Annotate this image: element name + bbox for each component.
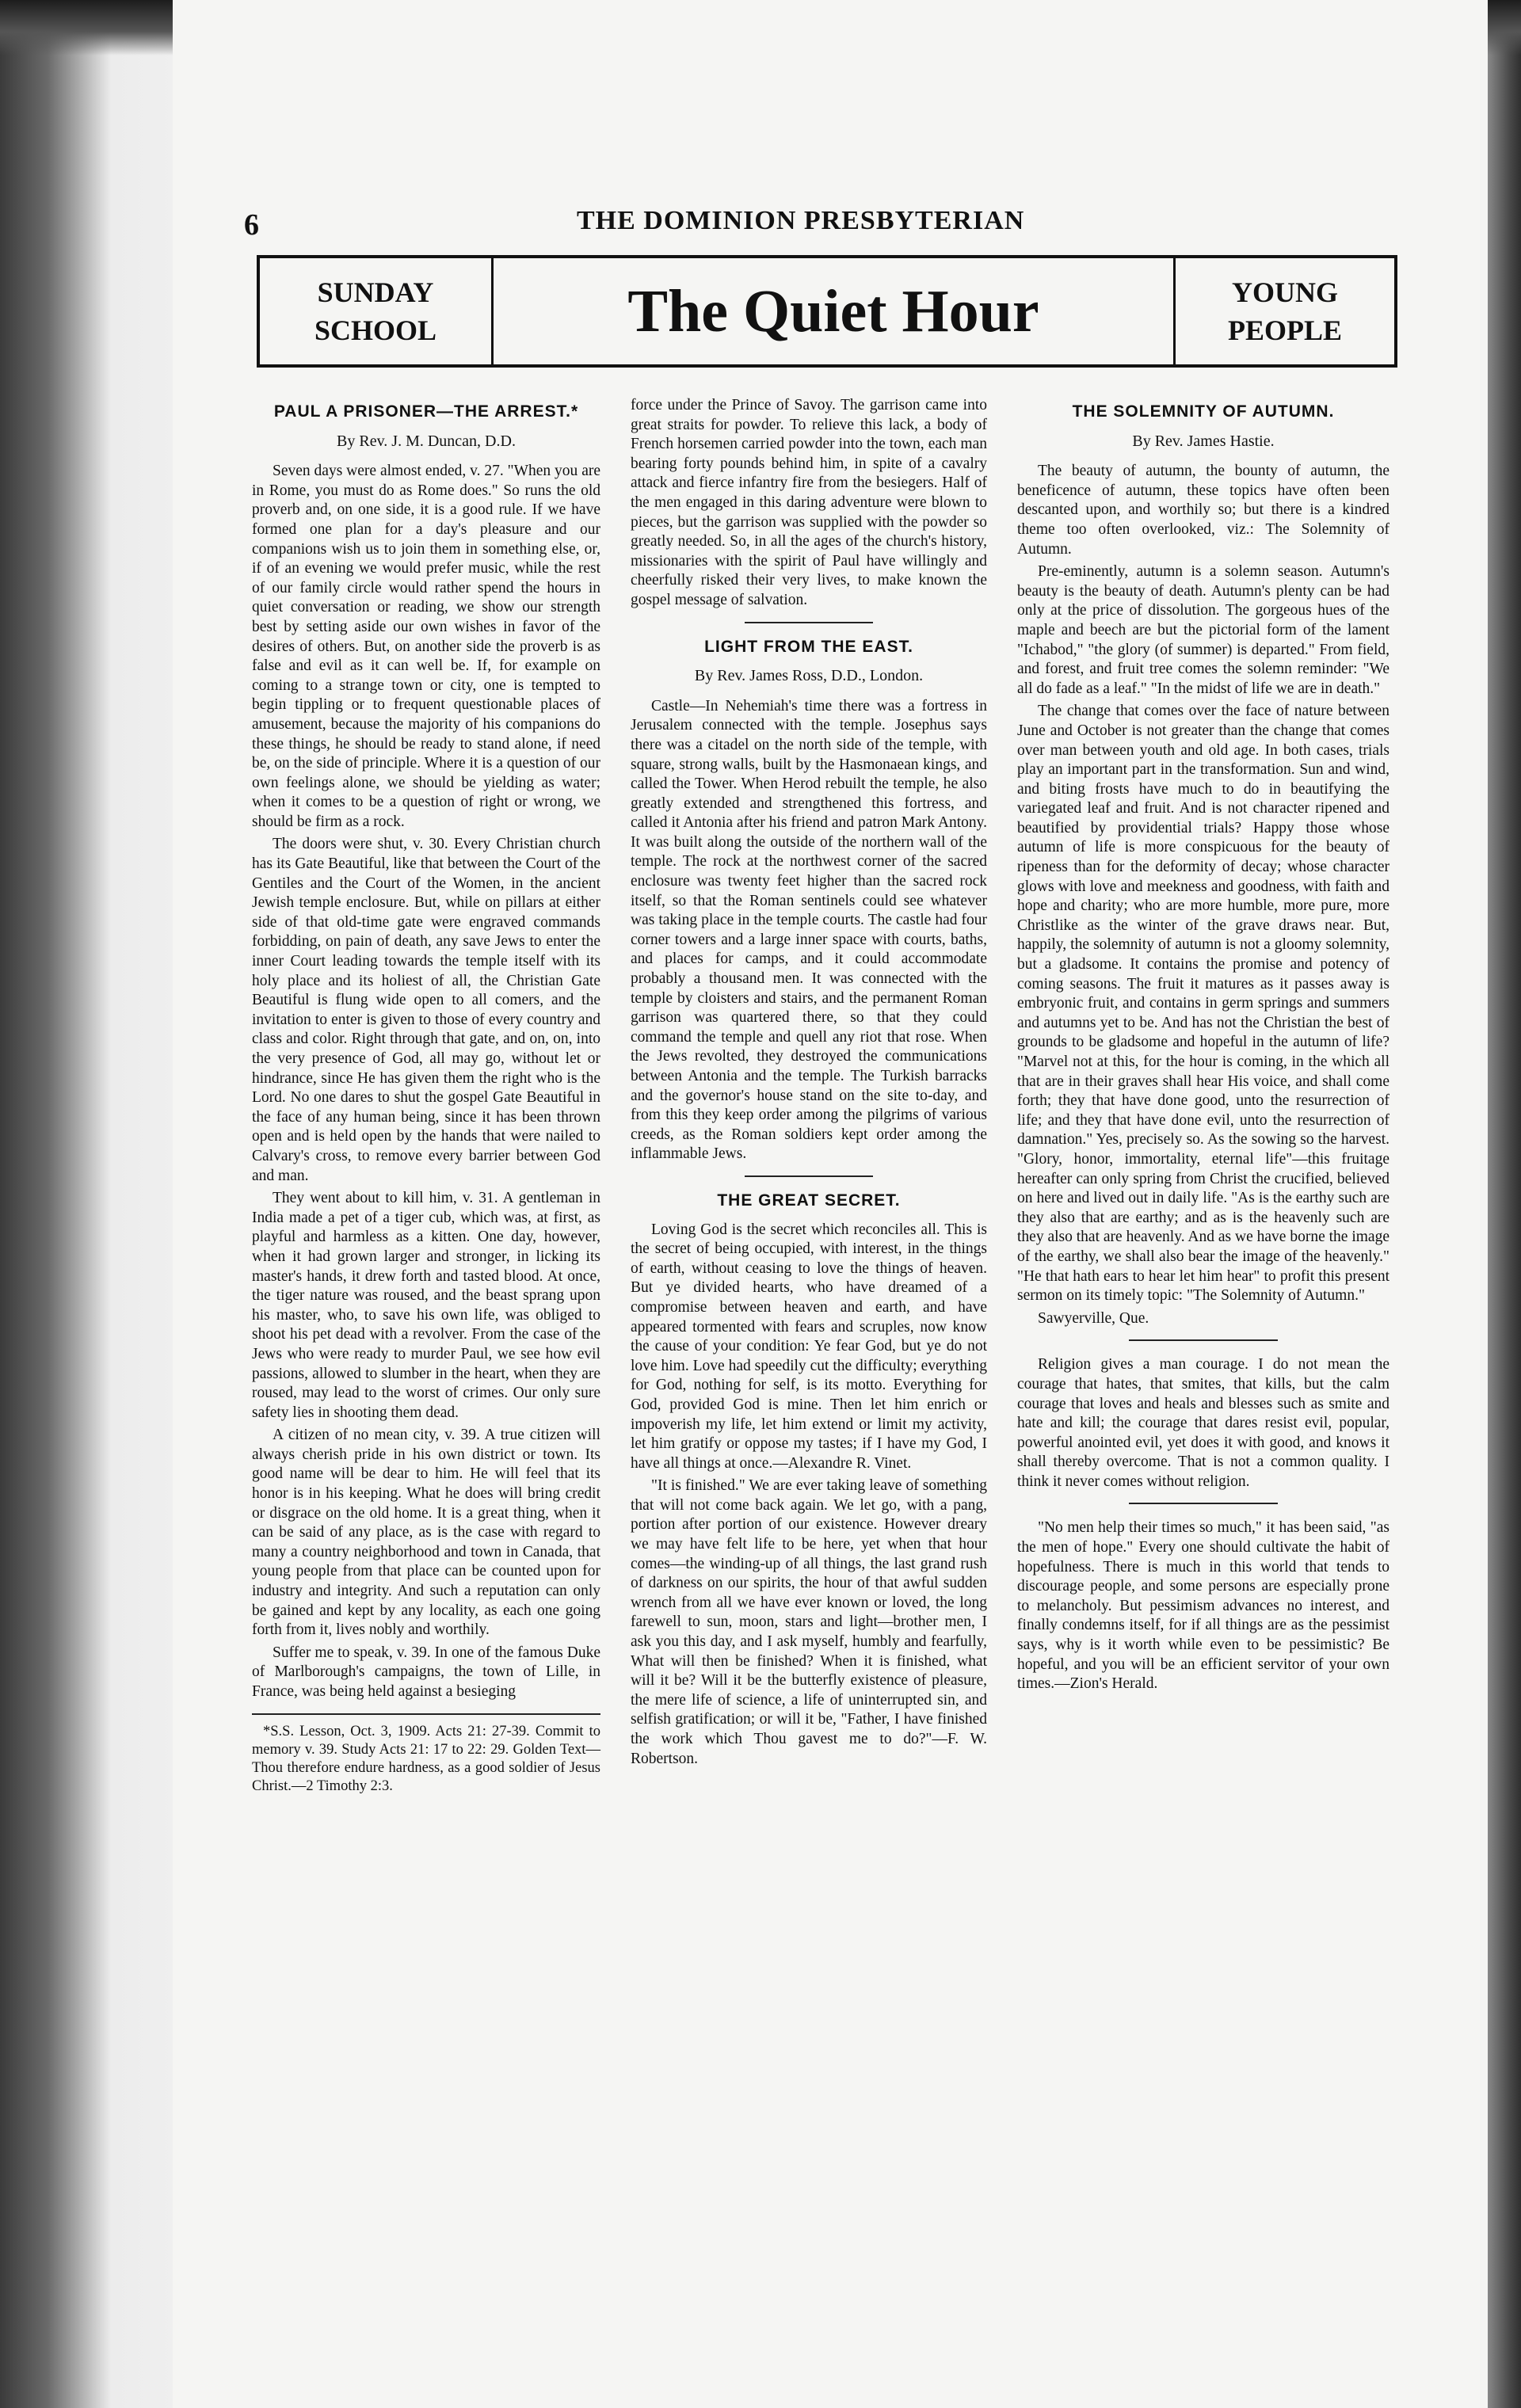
article-paragraph: Castle—In Nehemiah's time there was a fortress in Jerusalem connected with the temple. Josephus says there was a citadel on the north side of the temple, with square, strong walls, built by the Hasmonaean kings, and called the Tower. When Herod rebuilt the temple, he also greatly extended and strengthened this fortress, and called it Antonia after his friend and patron Mark Antony. It was built along the outside of the northern wall of the temple. The rock at the northwest corner of the sacred enclosure was twenty feet higher than the sacred rock itself, so that the Roman sentinels could see whatever was taking place in the temple courts. The castle had four corner towers and a large inner space with courts, baths, and places for camps, and it could accommodate probably a thousand men. It was connected with the temple by cloisters and stairs, and the permanent Roman garrison was quartered there, so that they could command the temple and quell any riot that rose. When the Jews revolted, they destroyed the communications between Antonia and the temple. The Turkish barracks and the governor's house stand on the site to-day, and from this they keep order among the pilgrims of various creeds, as the Roman soldiers kept order among the inflammable Jews. — [631, 697, 987, 1163]
column-divider — [1129, 1339, 1278, 1341]
article-paragraph: Suffer me to speak, v. 39. In one of the famous Duke of Marlborough's campaigns, the town of Lille, in France, was being held against a besieging — [252, 1644, 600, 1700]
banner-right-line2: PEOPLE — [1227, 314, 1343, 346]
footnote-text: *S.S. Lesson, Oct. 3, 1909. Acts 21: 27-39. Commit to memory v. 39. Study Acts 21: 17 to 22: 29. Golden Text—Thou therefore endure hardness, as a good soldier of Jesus Christ.—2 Timothy 2:3. — [252, 1723, 600, 1794]
column-divider — [745, 1175, 873, 1177]
article-paragraph: The doors were shut, v. 30. Every Christian church has its Gate Beautiful, like that between the Court of the Gentiles and the Court of the Women, in the ancient Jewish temple enclosure. But, while on pillars at either side of that old-time gate were engraved commands forbidding, on pain of death, any save Jews to enter the inner Court leading towards the temple itself with its holy place and its holiest of all, the Christian Gate Beautiful is flung wide open to all comers, and the invitation to enter is given to those of every country and class and color. Right through that gate, and on, on, into the very presence of God, all may go, without let or hindrance, since He has given them the right who is the Lord. No one dares to shut the gospel Gate Beautiful in the face of any human being, since it has been thrown open and is held open by the hands that were nailed to Calvary's cross, to remove every barrier between God and man. — [252, 836, 600, 1184]
page-number: 6 — [244, 208, 259, 242]
article-byline-duncan: By Rev. J. M. Duncan, D.D. — [337, 432, 516, 450]
article-heading-arrest: PAUL A PRISONER—THE ARREST.* — [273, 402, 579, 421]
article-paragraph: Loving God is the secret which reconciles all. This is the secret of being occupied, with interest, in the things of earth, without ceasing to love the things of heaven. But ye divided hearts, who have dreamed of a compromise between heaven and earth, and have appeared tormented with fears and scruples, now know the cause of your condition: Ye fear God, but ye do not love him. Love had speedily cut the difficulty; everything for God, nothing for self, is its motto. Everything for God, provided God is mine. Then let him enrich or impoverish my life, let him extend or limit my activity, let him gratify or oppose my tastes; if I have my God, I have all things at once.—Alexandre R. Vinet. — [631, 1221, 987, 1472]
article-paragraph: "It is finished." We are ever taking leave of something that will not come back again. We let go, with a pang, portion after portion of our existence. However dreary we may have felt life to be here, yet when that hour comes—the winding-up of all things, the last grand rush of darkness on our spirits, the hour of that awful sudden wrench from all we have ever known or loved, the long farewell to sun, moon, stars and light—brother men, I ask you this day, and I ask myself, humbly and fearfully, What will then be finished? When it is finished, what will it be? Will it be the butterfly existence of pleasure, the mere life of science, a life of uninterrupted sin, and selfish gratification; or will it be, "Father, I have finished the work which Thou gavest me to do?"—F. W. Robertson. — [631, 1477, 987, 1767]
lesson-footnote — [252, 1713, 600, 1796]
article-byline-hastie: By Rev. James Hastie. — [1132, 432, 1275, 450]
column-divider — [745, 622, 873, 623]
article-paragraph: Pre-eminently, autumn is a solemn season. Autumn's beauty is the beauty of death. Autumn's plenty can be had only at the price of dissolution. The gorgeous hues of the maple and beech are but the pictorial form of the lament "Ichabod," "the glory (of summer) is departed." From field, and forest, and fruit tree comes the solemn reminder: "We all do fade as a leaf." "In the midst of life we are in death." — [1017, 563, 1389, 697]
article-heading-secret: THE GREAT SECRET. — [717, 1191, 901, 1210]
article-paragraph: They went about to kill him, v. 31. A gentleman in India made a pet of a tiger cub, which was, at first, as playful and harmless as a kitten. One day, however, when it had grown larger and stronger, in licking its master's hands, it drew forth and tasted blood. At once, the tiger nature was roused, and the beast sprang upon his master, who, to save his own life, was obliged to shoot his pet dead with a revolver. From the case of the Jews who were ready to murder Paul, we see how evil passions, allowed to slumber in the heart, when they are roused, may lead to the worst of crimes. Our only sure safety lies in shooting them dead. — [252, 1190, 600, 1421]
banner-left-line1: SUNDAY — [317, 276, 434, 308]
article-paragraph: Religion gives a man courage. I do not mean the courage that hates, that smites, that kills, but the calm courage that loves and heals and blesses such as smite and hate and kill; the courage that dares resist evil, popular, powerful anointed evil, yet does it with good, and knows it shall thereby overcome. That is not a common quality. I think it never comes without religion. — [1017, 1356, 1389, 1490]
banner-right — [1173, 258, 1394, 364]
article-continuation: force under the Prince of Savoy. The garrison came into great straits for powder. To relieve this lack, a body of French horsemen carried powder into the town, each man bearing forty pounds behind him, in spite of a cavalry attack and fierce infantry fire from the besiegers. Half of the men engaged in this daring adventure were blown to pieces, but the garrison was supplied with the powder so greatly needed. So, in all the ages of the church's history, missionaries with the spirit of Paul have willingly and cheerfully risked their very lives, to make known the gospel message of salvation. — [631, 397, 987, 608]
banner-left-line2: SCHOOL — [314, 314, 437, 346]
article-paragraph: The change that comes over the face of nature between June and October is not greater than the change that comes over man between youth and old age. In both cases, trials play an important part in the transformation. Sun and wind, and biting frosts have much to do in beautifying the variegated leaf and fruit. And is not character ripened and beautified by providential trials? Happy those whose autumn of life is more conspicuous for the beauty of ripeness than for the deformity of decay; whose character glows with love and meekness and goodness, with faith and hope and charity; who are more humble, more pure, more Christlike as the winter of the grave draws near. But, happily, the solemnity of autumn is not a gloomy solemnity, but a gladsome. It contains the promise and potency of coming seasons. The fruit it matures as it passes away is embryonic fruit, and contains in germ springs and summers and autumns yet to be. And has not the Christian the best of grounds to be gladsome and hopeful in the autumn of life? "Marvel not at this, for the hour is coming, in the which all that are in their graves shall hear His voice, and shall come forth; they that have done good, unto the resurrection of life; and they that have done evil, unto the resurrection of damnation." Yes, precisely so. As the sowing so the harvest. "Glory, honor, immortality, eternal life"—this fruitage hereafter can only spring from Christ the crucified, believed on here and lived out in daily life. "As is the earthy such are they also that are earthy; and as is the heavenly such are they also that are heavenly. And as we have borne the image of the earthy, we shall also bear the image of the heavenly." "He that hath ears to hear let him hear" to profit this present sermon on its timely topic: "The Solemnity of Autumn." — [1017, 703, 1389, 1305]
banner-title: The Quiet Hour — [627, 277, 1039, 345]
banner-left — [260, 258, 494, 364]
article-signature: Sawyerville, Que. — [1038, 1309, 1149, 1327]
article-heading-autumn: THE SOLEMNITY OF AUTUMN. — [1072, 402, 1335, 421]
column-divider — [1129, 1503, 1278, 1504]
article-heading-light: LIGHT FROM THE EAST. — [704, 637, 913, 656]
column-3 — [1017, 396, 1389, 1694]
column-2 — [631, 396, 987, 1769]
article-byline-ross: By Rev. James Ross, D.D., London. — [694, 667, 924, 685]
newspaper-page — [173, 0, 1488, 2408]
article-paragraph: The beauty of autumn, the bounty of autumn, the beneficence of autumn, these topics have often been descanted upon, and worthily so; but there is a kindred theme too often overlooked, viz.: The Solemnity of Autumn. — [1017, 463, 1389, 558]
section-banner — [257, 255, 1397, 368]
column-1 — [252, 396, 600, 1796]
article-paragraph: "No men help their times so much," it has been said, "as the men of hope." Every one should cultivate the habit of hopefulness. There is much in this world that tends to discourage people, and some persons are especially prone to melancholy. But pessimism advances no interest, and finally condemns itself, for if all things are as the pessimist says, why is it worth while even to be pessimistic? Be hopeful, and you will be an efficient servitor of your own times.—Zion's Herald. — [1017, 1519, 1389, 1693]
banner-right-line1: YOUNG — [1232, 276, 1338, 308]
article-paragraph: A citizen of no mean city, v. 39. A true citizen will always cherish pride in his own district or town. Its good name will be dear to him. He will feel that its honor is in his keeping. What he does will bring credit or disgrace on the old home. It is a great thing, when it can be said of any place, as is the case with regard to many a country neighborhood and town in Canada, that young people from that place can be counted upon for industry and integrity. And such a reputation can only be gained and kept by any locality, as each one going forth from it, lives nobly and worthily. — [252, 1427, 600, 1639]
masthead: THE DOMINION PRESBYTERIAN — [577, 206, 1025, 235]
article-paragraph: Seven days were almost ended, v. 27. "When you are in Rome, you must do as Rome does." So runs the old proverb and, on one side, it is a good rule. If we have formed one plan for a day's pleasure and our companions wish us to join them in something else, or, if of an evening we would prefer music, while the rest of our family circle would rather spend the hours in quiet conversation or reading, we show our strength best by setting aside our own wishes in favor of the desires of others. But, on another side the proverb is as false and evil as it can well be. If, for example on coming to a strange town or city, one is tempted to begin tippling or to frequent questionable places of amusement, because the majority of his companions do these things, he should be ready to stand alone, if need be, on the side of principle. Where it is a question of our own feelings alone, we should be yielding as water; when it comes to be a question of right or wrong, we should be firm as a rock. — [252, 463, 600, 830]
